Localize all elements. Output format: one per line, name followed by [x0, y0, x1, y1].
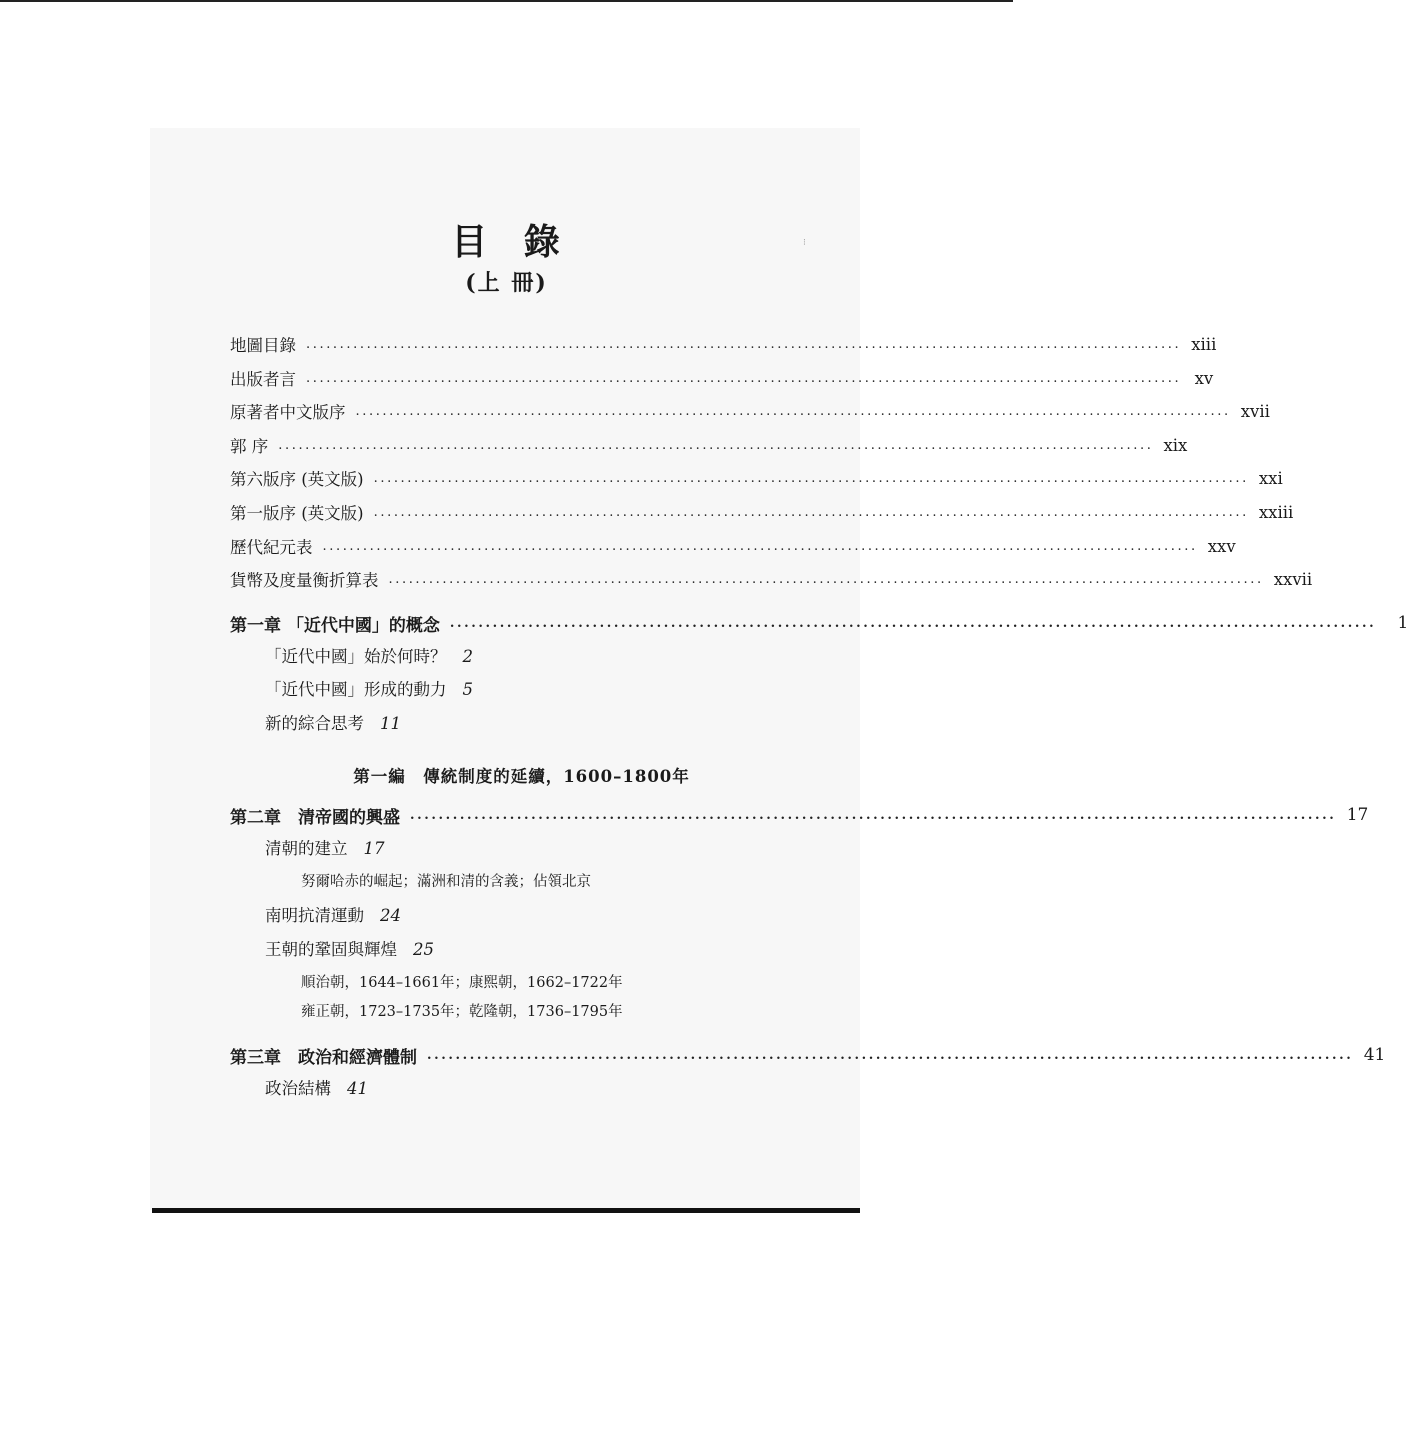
toc-page: xiii [1191, 334, 1217, 354]
leader-dots: .................................................................................................................................. [388, 571, 1264, 587]
toc-entry[interactable] [230, 366, 1214, 390]
toc-page: xxv [1207, 536, 1236, 556]
section-page: 2 [462, 647, 473, 666]
toc-section[interactable] [265, 645, 473, 669]
section-page: 17 [363, 839, 385, 858]
toc-page: xxvii [1273, 569, 1313, 589]
toc-page: xv [1194, 368, 1214, 388]
toc-label: 歷代紀元表 [230, 538, 313, 557]
toc-subsections: 雍正朝，1723–1735年；乾隆朝，1736–1795年 [301, 1004, 623, 1020]
toc-entry[interactable] [230, 466, 1283, 490]
toc-entry[interactable] [230, 332, 1217, 356]
part-heading: 第一編 傳統制度的延續，1600–1800年 [353, 767, 690, 786]
section-page: 25 [413, 940, 434, 959]
toc-label: 第一版序 (英文版) [230, 504, 364, 523]
scan-speck: ⁝ [803, 238, 806, 248]
chapter-page: 17 [1346, 805, 1369, 825]
section-label: 「近代中國」形成的動力 [265, 680, 447, 699]
leader-dots: .................................................................................................................................. [410, 807, 1337, 823]
top-rule [0, 0, 1013, 2]
toc-label: 原著者中文版序 [230, 403, 346, 422]
toc-subsections: 順治朝，1644–1661年；康熙朝，1662–1722年 [301, 975, 623, 991]
toc-entry[interactable] [230, 534, 1236, 558]
toc-page: xvii [1240, 401, 1270, 421]
leader-dots: .................................................................................................................................. [373, 504, 1249, 520]
toc-label: 貨幣及度量衡折算表 [230, 571, 379, 590]
section-label: 清朝的建立 [265, 839, 348, 858]
toc-chapter[interactable] [230, 611, 1408, 636]
toc-section[interactable] [265, 712, 401, 736]
section-label: 政治結構 [265, 1079, 331, 1098]
toc-label: 地圖目錄 [230, 336, 296, 355]
toc-subsections: 努爾哈赤的崛起；滿洲和清的含義；佔領北京 [301, 874, 591, 890]
section-label: 南明抗清運動 [265, 906, 364, 925]
toc-section[interactable] [265, 678, 473, 702]
section-page: 11 [380, 714, 401, 733]
toc-page: xxi [1258, 468, 1283, 488]
chapter-page: 1 [1397, 613, 1408, 633]
leader-dots: .................................................................................................................................. [449, 615, 1377, 631]
toc-section[interactable] [265, 904, 401, 928]
toc-label: 郭 序 [230, 437, 269, 456]
bottom-rule [152, 1208, 860, 1213]
section-page: 41 [347, 1079, 368, 1098]
toc-entry[interactable] [230, 433, 1188, 457]
toc-label: 出版者言 [230, 370, 296, 389]
toc-section[interactable] [265, 837, 385, 861]
toc-entry[interactable] [230, 399, 1270, 423]
toc-chapter[interactable] [230, 1043, 1386, 1068]
toc-entry[interactable] [230, 500, 1294, 524]
section-label: 王朝的鞏固與輝煌 [265, 940, 397, 959]
page-title: 目 錄 [451, 221, 572, 263]
leader-dots: .................................................................................................................................. [427, 1047, 1354, 1063]
leader-dots: .................................................................................................................................. [306, 370, 1182, 386]
section-page: 24 [380, 906, 401, 925]
leader-dots: .................................................................................................................................. [306, 336, 1182, 352]
toc-chapter[interactable] [230, 803, 1369, 828]
toc-section[interactable] [265, 1077, 368, 1101]
leader-dots: .................................................................................................................................. [355, 403, 1231, 419]
chapter-label: 第二章 清帝國的興盛 [230, 807, 400, 828]
toc-entry[interactable] [230, 567, 1313, 591]
section-page: 5 [462, 680, 473, 699]
chapter-page: 41 [1363, 1045, 1386, 1065]
toc-section[interactable] [265, 938, 434, 962]
chapter-label: 第一章 「近代中國」的概念 [230, 615, 440, 636]
chapter-label: 第三章 政治和經濟體制 [230, 1047, 417, 1068]
section-label: 「近代中國」始於何時？ [265, 647, 447, 666]
page-subtitle: (上 冊) [465, 270, 548, 296]
leader-dots: .................................................................................................................................. [373, 470, 1249, 486]
toc-label: 第六版序 (英文版) [230, 470, 364, 489]
toc-page: xxiii [1258, 502, 1294, 522]
leader-dots: .................................................................................................................................. [322, 538, 1198, 554]
section-label: 新的綜合思考 [265, 714, 364, 733]
toc-page: xix [1163, 435, 1188, 455]
leader-dots: .................................................................................................................................. [278, 437, 1154, 453]
